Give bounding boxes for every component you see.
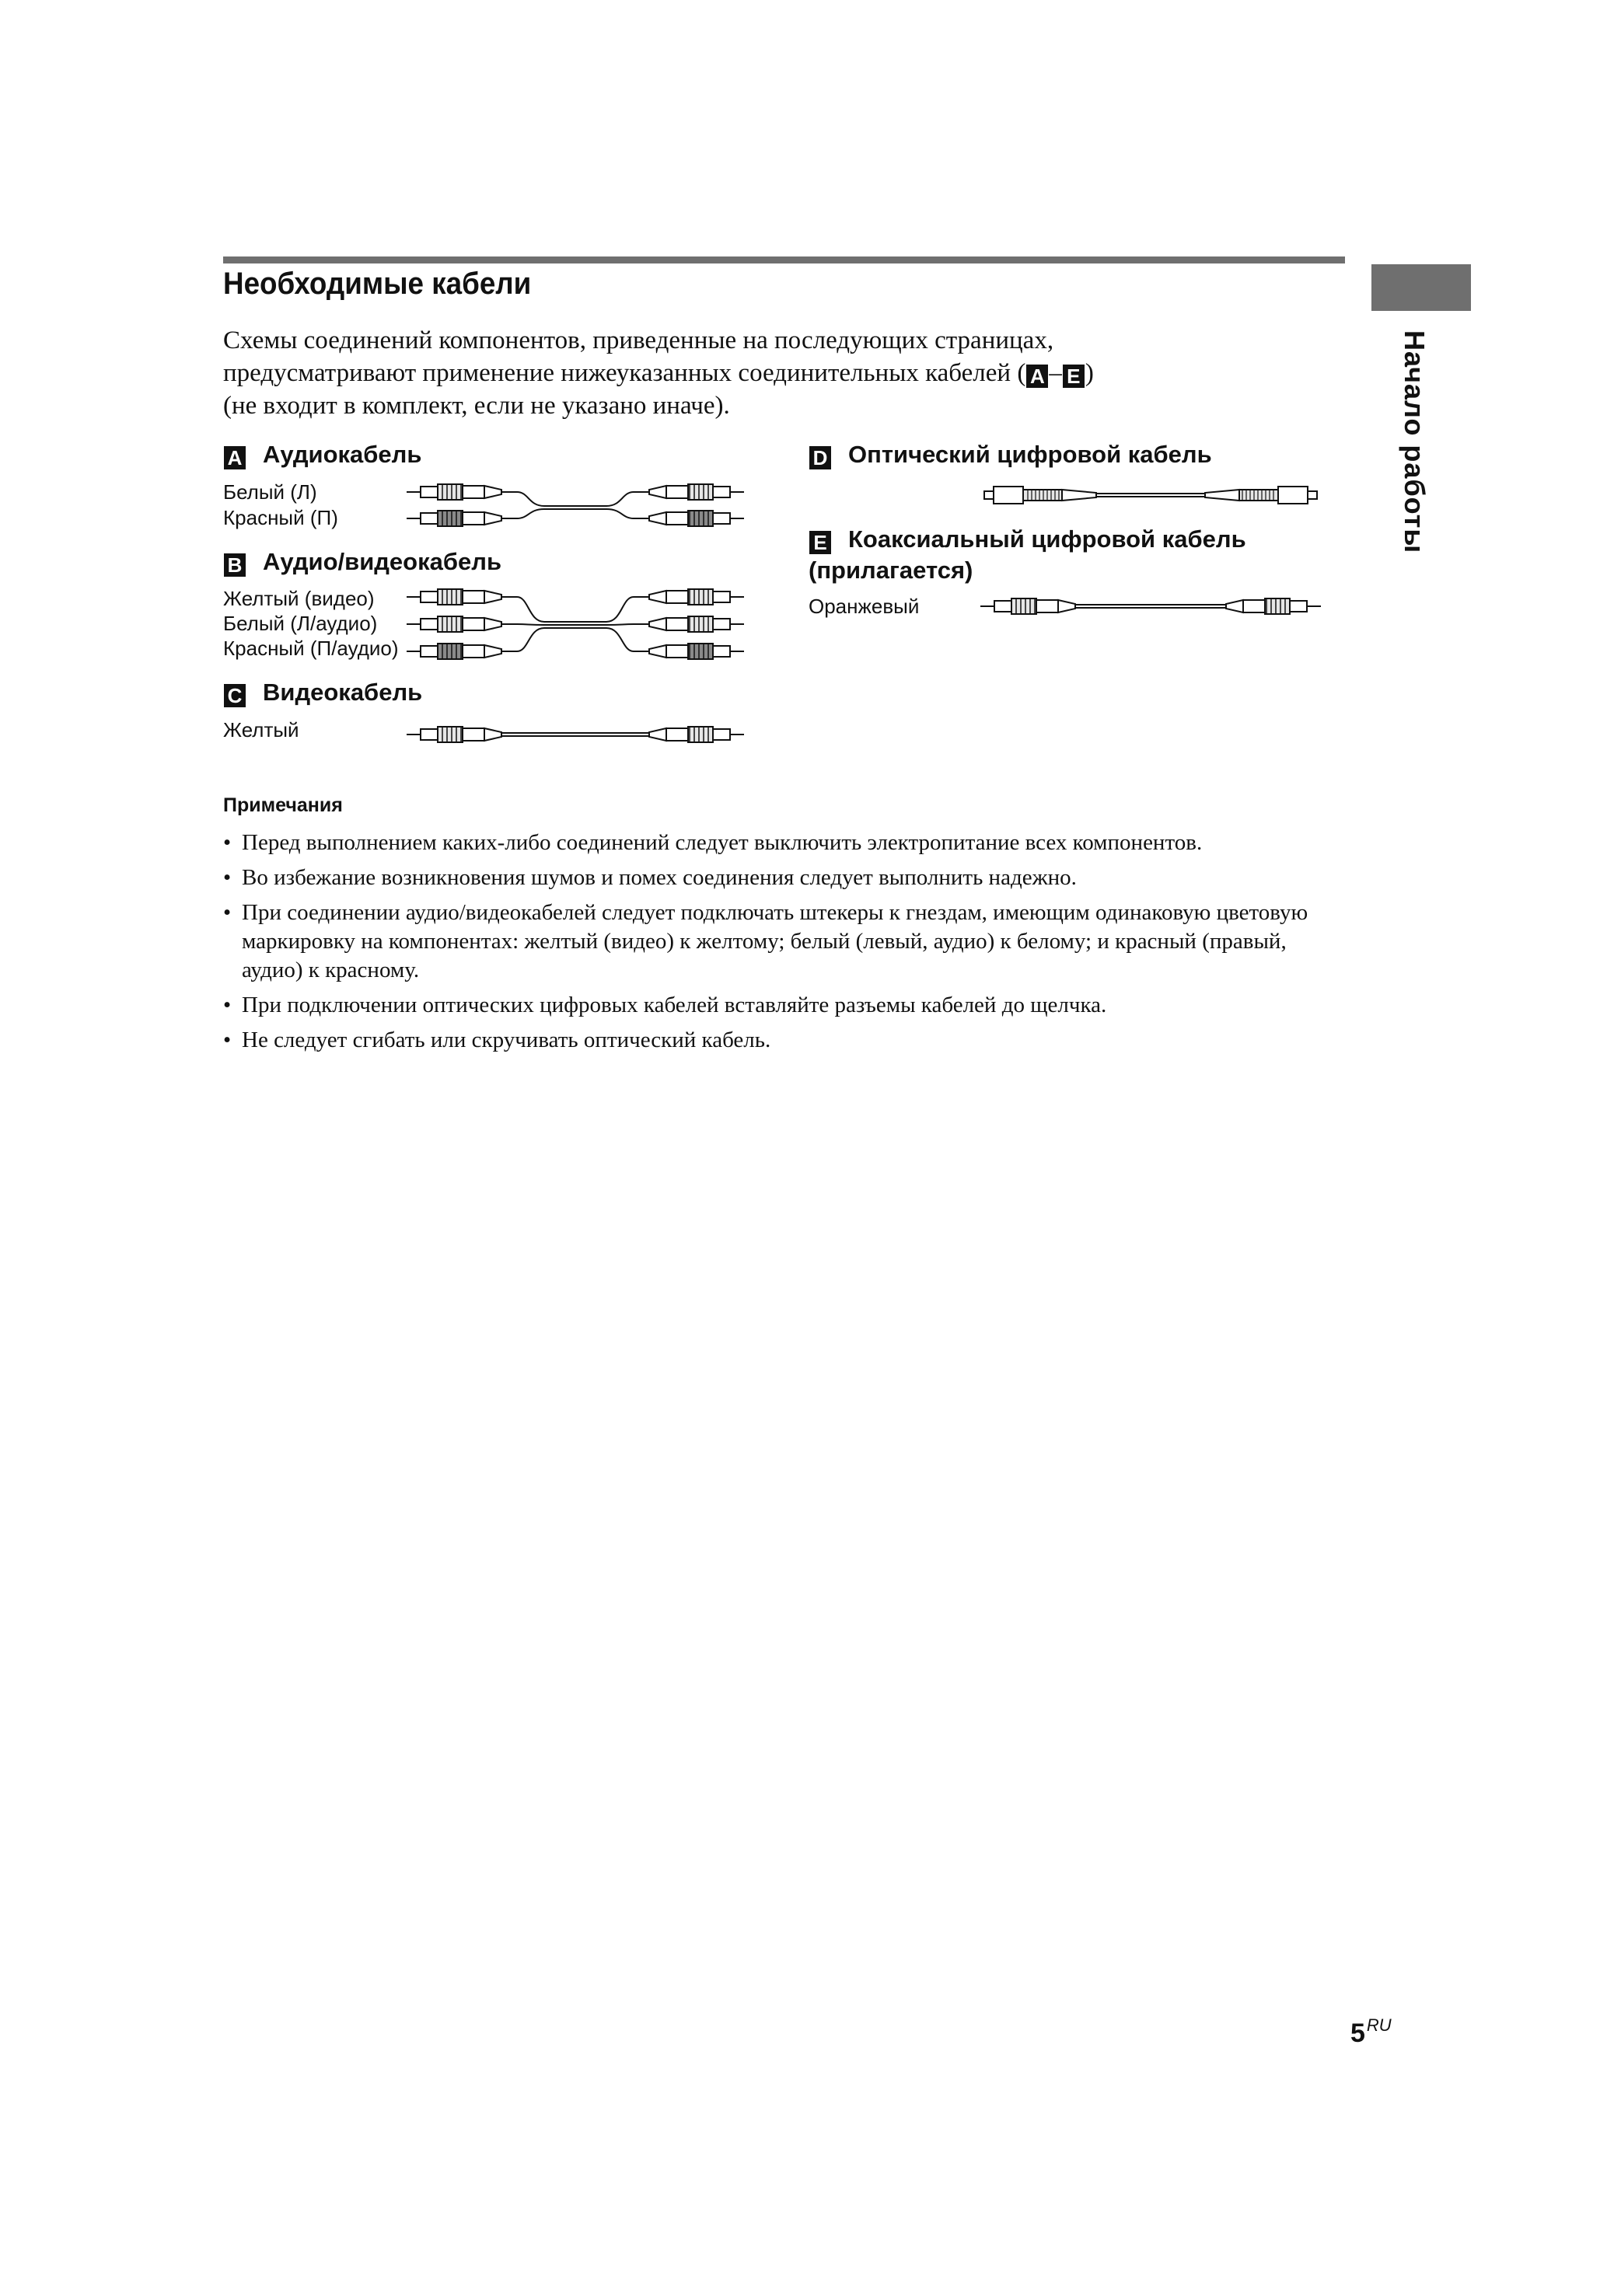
cable-b-plugs-left bbox=[407, 589, 501, 659]
rca-plug-icon bbox=[649, 484, 744, 500]
cable-d-letter: D bbox=[809, 446, 831, 469]
intro-line-2-suffix: ) bbox=[1085, 359, 1094, 387]
intro-paragraph bbox=[223, 324, 1312, 422]
cable-b-title bbox=[223, 548, 501, 577]
cable-c-title-text: Видеокабель bbox=[263, 679, 423, 706]
rca-plug-icon bbox=[649, 511, 744, 526]
top-rule bbox=[223, 256, 1345, 263]
rca-plug-icon bbox=[407, 511, 501, 526]
intro-range-separator: – bbox=[1049, 359, 1062, 387]
section-tab-label: Начало работы bbox=[1399, 330, 1431, 554]
rca-plug-icon bbox=[407, 484, 501, 500]
cable-a-plugs-right bbox=[649, 484, 744, 526]
cable-b-letter: B bbox=[224, 553, 246, 577]
cable-b-title-text: Аудио/видеокабель bbox=[263, 548, 502, 575]
rca-plug-icon bbox=[649, 589, 744, 605]
section-tab-marker bbox=[1371, 264, 1471, 311]
optical-plug-icon bbox=[984, 487, 1096, 504]
intro-line-2-prefix: предусматривают применение нижеуказанных соединительных кабелей ( bbox=[223, 359, 1026, 387]
page-number-value: 5 bbox=[1350, 2019, 1365, 2048]
intro-line-2 bbox=[223, 357, 1312, 389]
rca-plug-icon bbox=[407, 644, 501, 659]
note-item: • Во избежание возникновения шумов и помех соединения следует выполнить надежно. bbox=[223, 864, 1327, 892]
cable-a-letter: A bbox=[224, 446, 246, 469]
cable-c-title bbox=[223, 679, 422, 707]
cable-a-label-red: Красный (П) bbox=[223, 506, 338, 529]
cable-a-title-text: Аудиокабель bbox=[263, 441, 422, 468]
optical-cable-illustration bbox=[980, 480, 1322, 511]
page-number bbox=[1350, 2015, 1392, 2049]
rca-plug-icon bbox=[649, 727, 744, 742]
cable-c-label-yellow: Желтый bbox=[223, 718, 299, 741]
video-cable-illustration bbox=[400, 719, 750, 750]
cable-e-title bbox=[809, 525, 1246, 554]
page-heading: Необходимые кабели bbox=[223, 267, 532, 301]
rca-plug-icon bbox=[649, 644, 744, 659]
cable-e-label-orange: Оранжевый bbox=[809, 595, 920, 618]
cable-a-label-white: Белый (Л) bbox=[223, 480, 317, 504]
cable-a-title bbox=[223, 441, 421, 469]
cable-a-plugs-left bbox=[407, 484, 501, 526]
cable-b-plugs-right bbox=[649, 589, 744, 659]
cable-d-title-text: Оптический цифровой кабель bbox=[848, 441, 1212, 468]
rca-plug-icon bbox=[980, 598, 1075, 614]
cable-e-title-line-2: (прилагается) bbox=[809, 557, 973, 584]
audio-cable-illustration bbox=[400, 478, 750, 532]
cable-e-letter: E bbox=[809, 531, 831, 554]
rca-plug-icon bbox=[407, 727, 501, 742]
notes-list bbox=[223, 829, 1327, 1061]
audio-video-cable-illustration bbox=[400, 583, 750, 668]
letter-badge-e: E bbox=[1063, 365, 1085, 388]
page-number-suffix: RU bbox=[1366, 2015, 1392, 2035]
note-item: • Перед выполнением каких-либо соединений следует выключить электропитание всех компонентов. bbox=[223, 829, 1327, 857]
cable-b-label-white: Белый (Л/аудио) bbox=[223, 612, 378, 635]
intro-line-1: Схемы соединений компонентов, приведенные на последующих страницах, bbox=[223, 326, 1054, 354]
cable-b-label-red: Красный (П/аудио) bbox=[223, 637, 399, 660]
cable-b-label-yellow: Желтый (видео) bbox=[223, 587, 375, 610]
note-item: • Не следует сгибать или скручивать оптический кабель. bbox=[223, 1026, 1327, 1055]
notes-title: Примечания bbox=[223, 794, 343, 816]
rca-plug-icon bbox=[407, 616, 501, 632]
rca-plug-icon bbox=[407, 589, 501, 605]
optical-plug-icon bbox=[1205, 487, 1317, 504]
rca-plug-icon bbox=[649, 616, 744, 632]
letter-badge-a: A bbox=[1026, 365, 1048, 388]
intro-line-3: (не входит в комплект, если не указано иначе). bbox=[223, 392, 730, 420]
note-item: • При соединении аудио/видеокабелей следует подключать штекеры к гнездам, имеющим одинаковую цветовую маркировку на компонентах: желтый (видео) к желтому; белый (левый, аудио) к белому; и красный (правый, аудио) к красному. bbox=[223, 899, 1327, 985]
coaxial-cable-illustration bbox=[976, 591, 1326, 622]
cable-d-title bbox=[809, 441, 1212, 469]
cable-c-letter: C bbox=[224, 684, 246, 707]
cable-e-title-text: Коаксиальный цифровой кабель bbox=[848, 525, 1246, 553]
rca-plug-icon bbox=[1226, 598, 1321, 614]
note-item: • При подключении оптических цифровых кабелей вставляйте разъемы кабелей до щелчка. bbox=[223, 991, 1327, 1020]
